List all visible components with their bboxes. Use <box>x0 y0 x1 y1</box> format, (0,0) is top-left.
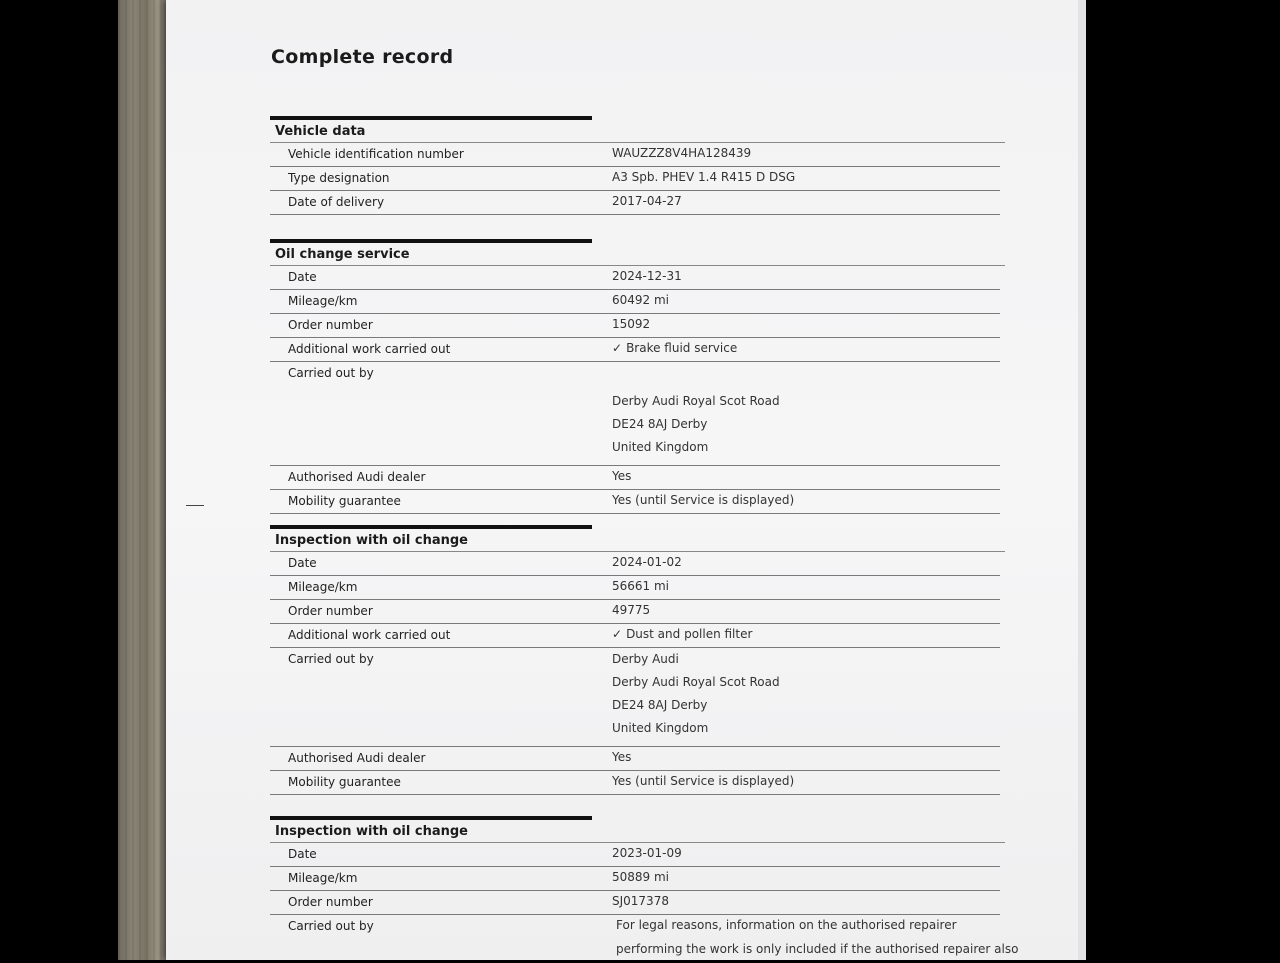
row-label: Mobility guarantee <box>288 494 401 508</box>
stray-mark <box>186 505 204 506</box>
row-value: WAUZZZ8V4HA128439 <box>612 146 752 160</box>
address-line: Derby Audi Royal Scot Road <box>612 394 780 408</box>
address-line: United Kingdom <box>612 721 709 735</box>
row-label: Order number <box>288 604 373 618</box>
row-date <box>270 552 1000 576</box>
row-value <box>612 627 752 641</box>
row-label: Carried out by <box>288 652 374 666</box>
checkmark-icon: ✓ <box>612 341 623 355</box>
checkmark-icon: ✓ <box>612 627 623 641</box>
row-value: 56661 mi <box>612 579 670 593</box>
row-dealer <box>270 466 1000 490</box>
row-value: Yes (until Service is displayed) <box>612 774 795 788</box>
row-value: 15092 <box>612 317 651 331</box>
section-heading: Vehicle data <box>270 120 1005 143</box>
row-carried-out-by <box>270 915 1019 963</box>
row-carried-out-by <box>270 648 1000 747</box>
row-value: Yes (until Service is displayed) <box>612 493 795 507</box>
row-value-lines <box>270 648 1000 746</box>
row-label: Order number <box>288 318 373 332</box>
row-label: Carried out by <box>288 366 374 380</box>
row-label: Carried out by <box>288 919 374 933</box>
row-mileage <box>270 576 1000 600</box>
row-order <box>270 314 1000 338</box>
address-line: Derby Audi <box>612 652 679 666</box>
page-title: Complete record <box>271 46 454 68</box>
section-inspection-2024 <box>270 525 1010 795</box>
row-mileage <box>270 290 1000 314</box>
legal-note-line: For legal reasons, information on the authorised repairer <box>616 918 957 932</box>
address-line: United Kingdom <box>612 440 709 454</box>
row-type <box>270 167 1000 191</box>
section-heading: Inspection with oil change <box>270 820 1005 843</box>
row-value: 50889 mi <box>612 870 670 884</box>
row-value: 49775 <box>612 603 651 617</box>
row-value-lines <box>270 362 1000 465</box>
address-line: DE24 8AJ Derby <box>612 417 708 431</box>
row-label: Mileage/km <box>288 580 358 594</box>
row-mobility <box>270 490 1000 514</box>
address-line: Derby Audi Royal Scot Road <box>612 675 780 689</box>
row-delivery <box>270 191 1000 215</box>
row-label: Additional work carried out <box>288 342 451 356</box>
row-additional-work <box>270 624 1000 648</box>
row-label: Additional work carried out <box>288 628 451 642</box>
row-label: Mileage/km <box>288 294 358 308</box>
row-label: Type designation <box>288 171 390 185</box>
row-value: SJ017378 <box>612 894 669 908</box>
row-mobility <box>270 771 1000 795</box>
row-dealer <box>270 747 1000 771</box>
row-label: Date <box>288 556 317 570</box>
row-label: Date of delivery <box>288 195 385 209</box>
section-inspection-2023 <box>270 816 1019 963</box>
row-value: 2017-04-27 <box>612 194 682 208</box>
work-text: Brake fluid service <box>626 341 738 355</box>
paper-edge <box>1078 0 1086 960</box>
section-oil-change <box>270 239 1010 514</box>
work-text: Dust and pollen filter <box>626 627 753 641</box>
row-value: 2024-01-02 <box>612 555 682 569</box>
row-value: 2023-01-09 <box>612 846 682 860</box>
row-value: Yes <box>612 469 632 483</box>
row-value <box>612 341 737 355</box>
row-value: A3 Spb. PHEV 1.4 R415 D DSG <box>612 170 796 184</box>
section-vehicle-data <box>270 116 1010 215</box>
row-value-lines <box>270 915 1019 963</box>
row-label: Vehicle identification number <box>288 147 464 161</box>
row-order <box>270 600 1000 624</box>
row-carried-out-by <box>270 362 1000 466</box>
row-value: 60492 mi <box>612 293 670 307</box>
row-label: Mileage/km <box>288 871 358 885</box>
row-label: Date <box>288 270 317 284</box>
row-date <box>270 266 1000 290</box>
row-mileage <box>270 867 1000 891</box>
row-vin <box>270 143 1000 167</box>
wood-background <box>118 0 168 960</box>
section-heading: Oil change service <box>270 243 1005 266</box>
address-line: DE24 8AJ Derby <box>612 698 708 712</box>
row-label: Date <box>288 847 317 861</box>
row-order <box>270 891 1000 915</box>
row-label: Authorised Audi dealer <box>288 470 426 484</box>
row-additional-work <box>270 338 1000 362</box>
row-date <box>270 843 1000 867</box>
row-value: 2024-12-31 <box>612 269 682 283</box>
row-value: Yes <box>612 750 632 764</box>
row-label: Mobility guarantee <box>288 775 401 789</box>
row-label: Authorised Audi dealer <box>288 751 426 765</box>
section-heading: Inspection with oil change <box>270 529 1005 552</box>
row-label: Order number <box>288 895 373 909</box>
legal-note-line: performing the work is only included if the authorised repairer also <box>616 942 1019 956</box>
